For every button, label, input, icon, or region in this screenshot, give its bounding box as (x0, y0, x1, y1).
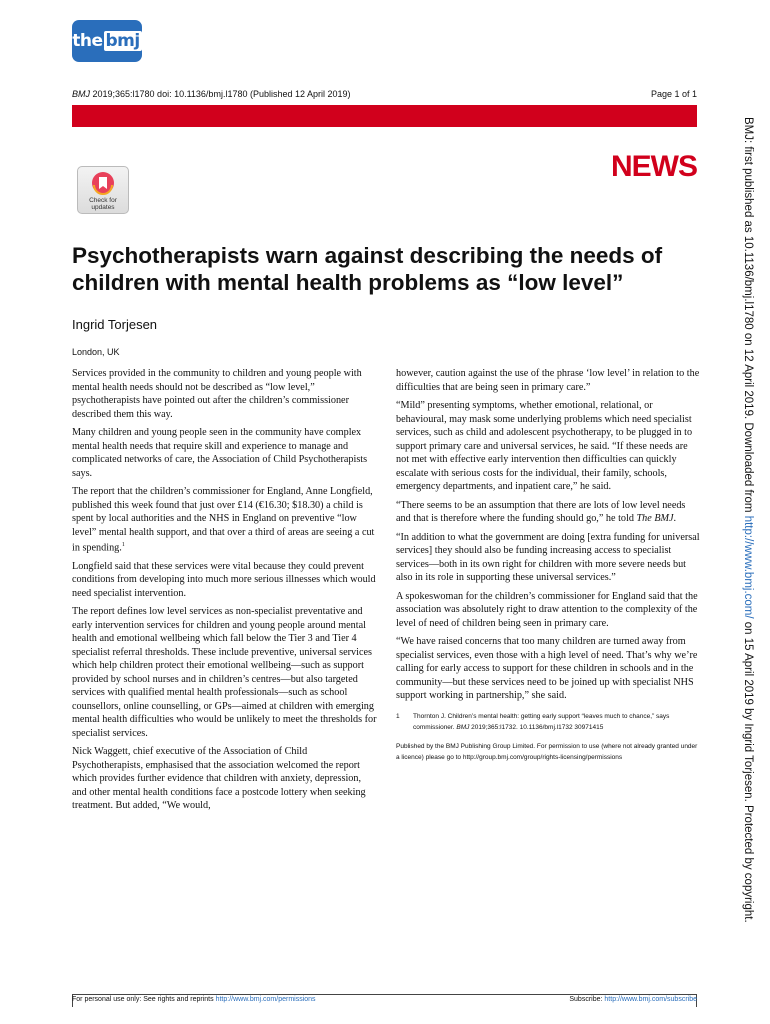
paragraph: Many children and young people seen in the community have complex mental health needs that require skill and experience to manage and complicated networks of care, the Association of Child Psychotherapists says. (72, 427, 368, 479)
paragraph (72, 485, 377, 555)
article-author: Ingrid Torjesen (72, 317, 158, 332)
logo-brand: bmj (105, 31, 140, 51)
reference-text-b: 2019;365:l1732. 10.1136/bmj.l1732 30971415 (469, 723, 604, 731)
publisher-note: Published by the BMJ Publishing Group Limited. For permission to use (where not already granted under a licence) please go to http://group.bmj.com/group/rights-licensing/permissions (396, 742, 698, 761)
paragraph: however, caution against the use of the phrase ‘low level’ in relation to the difficulties that are being seen in primary care.” (396, 368, 700, 393)
paragraph: A spokeswoman for the children’s commissioner for England said that the association was absolutely right to draw attention to the complexity of the level of need of children being seen in primary care. (396, 590, 698, 629)
subscribe-link[interactable]: http://www.bmj.com/subscribe (604, 996, 697, 1003)
paragraph: “We have raised concerns that too many children are turned away from specialist services, even those with a high level of need. That’s why we’re calling for early access to support for these children in schools and in the community—but these services need to be joined up with specialist NHS support working in partnership,” she said. (396, 636, 698, 701)
paragraph: Nick Waggett, chief executive of the Association of Child Psychotherapists, emphasised that the association welcomed the report which provides further evidence that children with anxiety, depression, and other mental health conditions face a postcode lottery when seeking treatment. But added, “We would, (72, 746, 366, 812)
bookmark-icon (91, 171, 115, 195)
side-note-before: BMJ: first published as 10.1136/bmj.l1780 on 12 April 2019. Downloaded from (742, 117, 754, 516)
reference-item (396, 711, 701, 733)
footer-subscribe (569, 996, 697, 1003)
footer-subscribe-label: Subscribe: (569, 996, 605, 1003)
bmj-site-link[interactable]: http://www.bmj.com/ (742, 515, 754, 619)
page-number: Page 1 of 1 (650, 89, 697, 99)
paragraph-end: . (673, 513, 677, 524)
author-location: London, UK (72, 347, 120, 357)
paragraph-text: “There seems to be an assumption that there are lots of low level needs and that is therefore where the funding should go,” he told (396, 499, 686, 524)
section-bar (72, 105, 697, 127)
paragraph (396, 499, 701, 526)
side-note-after: on 15 April 2019 by Ingrid Torjesen. Protected by copyright. (742, 618, 754, 923)
footer-rights (72, 996, 316, 1003)
permissions-link[interactable]: http://www.bmj.com/permissions (215, 996, 316, 1003)
body-column-right (396, 367, 701, 763)
reference-journal: BMJ (456, 723, 470, 731)
body-column-left (72, 367, 377, 818)
journal-name: The BMJ (636, 513, 674, 524)
check-for-updates-button[interactable] (77, 166, 129, 214)
journal-name: BMJ (72, 89, 90, 99)
logo-prefix: the (72, 31, 103, 51)
bmj-logo[interactable] (72, 20, 142, 62)
citation-line (72, 89, 351, 99)
section-title: NEWS (611, 150, 697, 183)
footer-divider (72, 994, 697, 995)
paragraph: “In addition to what the government are doing [extra funding for universal services] they should also be funding increasing access to specialist services—both in its own right for children with more severe needs but also in its role in supporting these universal services.” (396, 531, 700, 583)
paragraph: The report defines low level services as non-specialist preventative and early intervention services for children and young people around mental health and emotional wellbeing which fall below the Tier 3 and Tier 4 specialist referral thresholds. These include preventive, universal services which help children protect their emotional wellbeing—such as support provided by school nurses and in children’s centres—but also targeted services with qualified mental health professionals—such as school counsellors, online counselling, or GPs—aimed at children with emerging mental health difficulties who would be unlikely to meet the thresholds for specialist services. (72, 606, 377, 739)
reference-number: 1 (396, 712, 400, 720)
reference-text-a: Thornton J. Children’s mental health: getting early support “leaves much to chance,” says commissioner. (413, 712, 670, 731)
check-for-updates-label: Check for updates (89, 197, 117, 211)
reference-mark[interactable]: 1 (121, 542, 125, 548)
footer-rights-label: For personal use only: See rights and reprints (72, 996, 216, 1003)
paragraph: Services provided in the community to children and young people with mental health needs should not be described as “low level,” psychotherapists have pointed out after the children’s commissioner described them this way. (72, 368, 362, 420)
paragraph: Longfield said that these services were vital because they could prevent conditions from developing into much more serious illnesses which would need specialist intervention. (72, 560, 376, 599)
side-download-note (742, 117, 754, 923)
paragraph: “Mild” presenting symptoms, whether emotional, relational, or behavioural, may mask some underlying problems which need specialist services, such as child and adolescent psychotherapy, to be plugged in to support primary care and universal services, he said. “If these needs are not met with effective early intervention then difficulties can quickly escalate with serious costs for the individual, their family, schools, emergency departments, and inpatient care,” he said. (396, 400, 693, 492)
citation-text: 2019;365:l1780 doi: 10.1136/bmj.l1780 (Published 12 April 2019) (90, 89, 351, 99)
paragraph-text: The report that the children’s commissioner for England, Anne Longfield, published this week found that just over £14 (€16.30; $18.30) a child is spent by local authorities and the NHS in England on preventive “low level” mental health support, and that over a third of areas are seeing a cut in spending. (72, 486, 375, 554)
article-title: Psychotherapists warn against describing the needs of children with mental health problems as “low level” (72, 243, 663, 295)
reference-text (413, 711, 701, 733)
